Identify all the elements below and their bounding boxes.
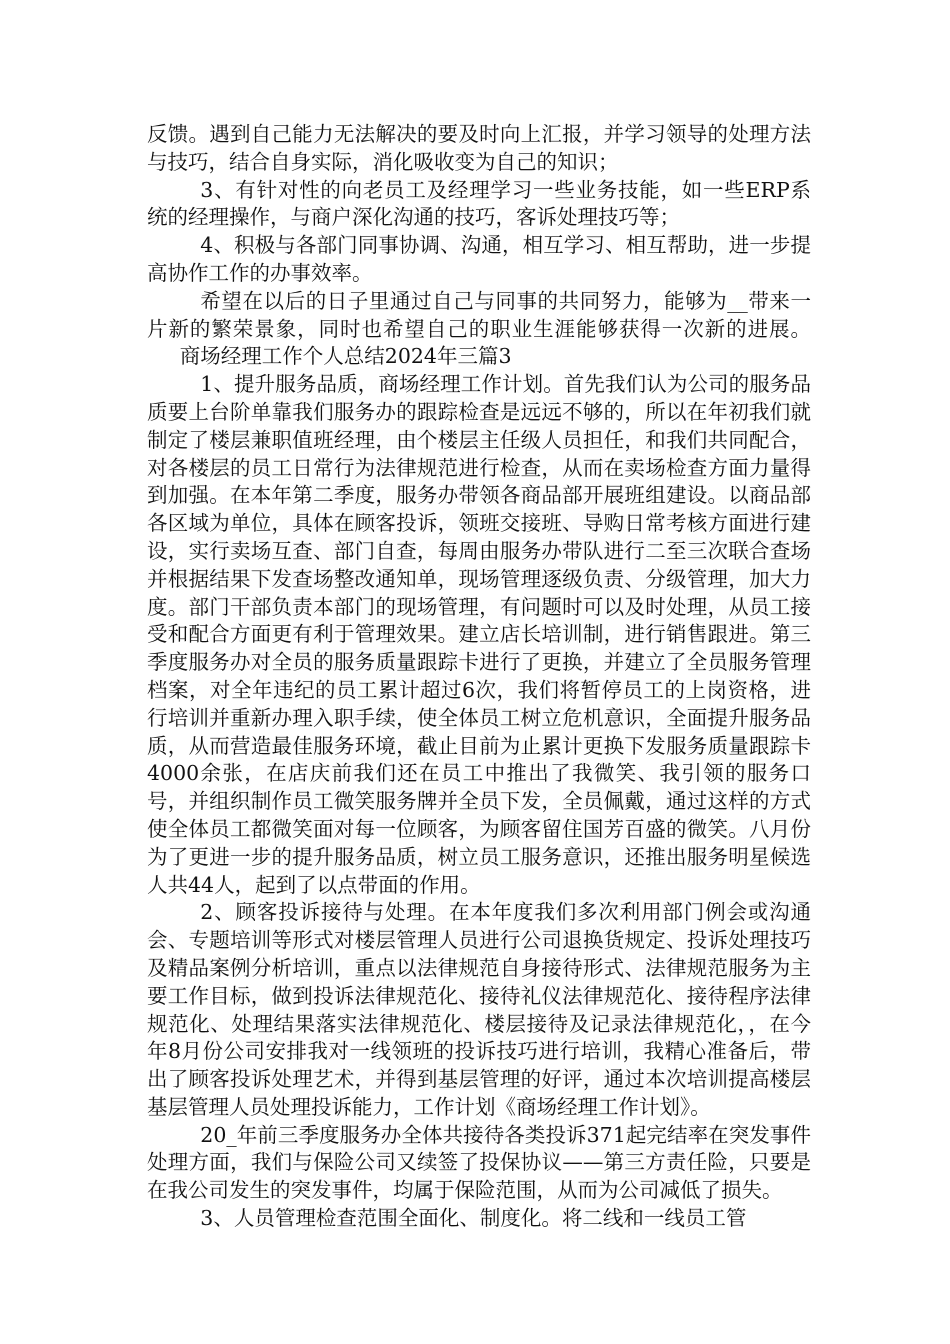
section-title-inline: 商场经理工作个人总结2024年三篇3 [179, 344, 512, 369]
paragraph-hope-closing [147, 288, 811, 371]
paragraph-continued-feedback: 反馈。遇到自己能力无法解决的要及时向上汇报，并学习领导的处理方法与技巧，结合自身实际，消化吸收变为自己的知识； [147, 122, 811, 174]
paragraph-item-3-personnel: 3、人员管理检查范围全面化、制度化。将二线和一线员工管 [200, 1206, 747, 1231]
document-body [147, 121, 811, 1233]
paragraph-item-2-complaints: 2、顾客投诉接待与处理。在本年度我们多次利用部门例会或沟通会、专题培训等形式对楼层管理人员进行公司退换货规定、投诉处理技巧及精品案例分析培训，重点以法律规范自身接待形式、法律规范服务为主要工作目标，做到投诉法律规范化、接待礼仪法律规范化、接待程序法律规范化、处理结果落实法律规范化、楼层接待及记录法律规范化，，在今年8月份公司安排我对一线领班的投诉技巧进行培训，我精心准备后，带出了顾客投诉处理艺术，并得到基层管理的好评，通过本次培训提高楼层基层管理人员处理投诉能力，工作计划《商场经理工作计划》。 [147, 900, 811, 1119]
paragraph-item-1-service-quality: 1、提升服务品质，商场经理工作计划。首先我们认为公司的服务品质要上台阶单靠我们服务办的跟踪检查是远远不够的，所以在年初我们就制定了楼层兼职值班经理，由个楼层主任级人员担任，和我们共同配合，对各楼层的员工日常行为法律规范进行检查，从而在卖场检查方面力量得到加强。在本年第二季度，服务办带领各商品部开展班组建设。以商品部各区域为单位，具体在顾客投诉，领班交接班、导购日常考核方面进行建设，实行卖场互查、部门自查，每周由服务办带队进行二至三次联合查场并根据结果下发查场整改通知单，现场管理逐级负责、分级管理，加大力度。部门干部负责本部门的现场管理，有问题时可以及时处理，从员工接受和配合方面更有利于管理效果。建立店长培训制，进行销售跟进。第三季度服务办对全员的服务质量跟踪卡进行了更换，并建立了全员服务管理档案，对全年违纪的员工累计超过6次，我们将暂停员工的上岗资格，进行培训并重新办理入职手续，使全体员工树立危机意识，全面提升服务品质，从而营造最佳服务环境，截止目前为止累计更换下发服务质量跟踪卡4000余张，在店庆前我们还在员工中推出了我微笑、我引领的服务口号，并组织制作员工微笑服务牌并全员下发，全员佩戴，通过这样的方式使全体员工都微笑面对每一位顾客，为顾客留住国芳百盛的微笑。八月份为了更进一步的提升服务品质，树立员工服务意识，还推出服务明星候选人共44人，起到了以点带面的作用。 [147, 372, 811, 897]
paragraph-item-3-learning: 3、有针对性的向老员工及经理学习一些业务技能，如一些ERP系统的经理操作，与商户深化沟通的技巧，客诉处理技巧等； [147, 177, 811, 230]
paragraph-item-4-coordination: 4、积极与各部门同事协调、沟通，相互学习、相互帮助，进一步提高协作工作的办事效率。 [147, 233, 811, 285]
paragraph-complaint-stats: 20_年前三季度服务办全体共接待各类投诉371起完结率在突发事件处理方面，我们与保险公司又续签了投保协议——第三方责任险，只要是在我公司发生的突发事件，均属于保险范围，从而为公司减低了损失。 [147, 1122, 811, 1203]
closing-text: 希望在以后的日子里通过自己与同事的共同努力，能够为__带来一片新的繁荣景象，同时也希望自己的职业生涯能够获得一次新的进展。 [147, 288, 811, 341]
